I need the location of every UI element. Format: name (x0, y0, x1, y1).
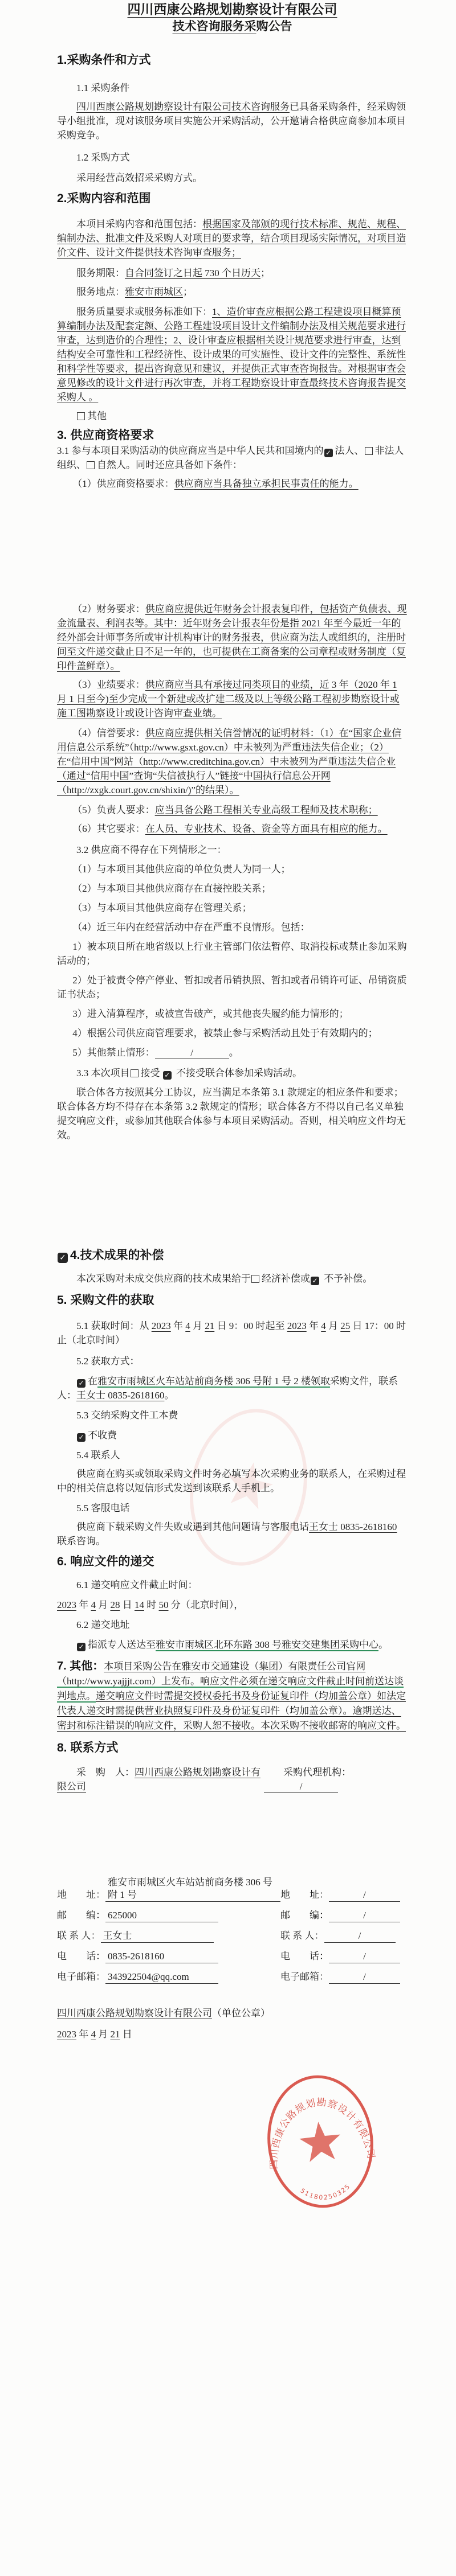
contact-row (280, 1929, 408, 1943)
checkbox-checked-icon (324, 449, 333, 457)
subitem-3-2-4-1: 1）被本项目所在地省级以上行业主管部门依法暂停、取消投标或禁止参加采购活动的； (57, 941, 407, 966)
phone-label: 电 话： (280, 1951, 329, 1962)
subitem-3-2-4-3: 3）进入清算程序，或被宣告破产，或其他丧失履约能力情形的； (72, 1008, 349, 1019)
agent-value-blank: / (264, 1781, 338, 1793)
section1-2-subheading: 1.2 采购方式 (76, 152, 130, 163)
checkbox-checked-icon (163, 1071, 172, 1080)
agent-label: 采购代理机构： (283, 1767, 352, 1778)
para-service-place: 服务地点：雅安市雨城区； (76, 286, 193, 297)
para-compensation: 本次采购对未成交供应商的技术成果给于 经济补偿或✓ 不予补偿。 (57, 1271, 408, 1286)
section6-1-subheading: 6.1 递交响应文件截止时间： (76, 1580, 198, 1590)
section5-5-subheading: 5.5 客服电话 (76, 1503, 130, 1513)
handwritten-slash-blank: / (155, 1047, 229, 1059)
contact-row (280, 1970, 408, 1984)
address-value-blank: / (329, 1889, 400, 1902)
section4-heading: ✓4.技术成果的补偿 (57, 1248, 408, 1264)
contact-row (57, 1949, 280, 1963)
item-finance: （2）财务要求：供应商应提供近年财务会计报表复印件，包括资产负债表、现金流量表、利润表等。其中：近年财务会计报表年份是指 2021 年至今最近一年的经外部会计师事务所或审计机构审计的财务报表，供应商为法人或组织的，注册时间至文件递交截止日不足一年的，也可提供在工商备案的公司章程或财务制度（复印件盖鲜章）。 (57, 604, 407, 671)
signature-company-line: 四川西康公路规划勘察设计有限公司（单位公章） (57, 2008, 270, 2019)
para-6-2-address: ✓指派专人送达至雅安市雨城区北环东路 308 号雅安交建集团采购中心。 (57, 1638, 408, 1652)
section1-heading: 1.采购条件和方式 (57, 54, 151, 67)
section5-2-subheading: 5.2 获取方式： (76, 1356, 140, 1367)
section5-4-subheading: 5.4 联系人 (76, 1450, 120, 1461)
address-label: 地 址： (280, 1889, 329, 1900)
para-3-1: 3.1 参与本项目采购活动的供应商应当是中华人民共和国境内的 ✓ 法人、 非法人组织、 自然人。同时还应具备如下条件： (57, 445, 404, 470)
email-label: 电子邮箱： (280, 1971, 329, 1982)
address-value: 雅安市雨城区火车站站前商务楼 306 号附 1 号 (105, 1876, 280, 1902)
seal-company-text: 四川西康公路规划勘察设计有限公司 (268, 2097, 377, 2169)
postcode-label: 邮 编： (280, 1910, 329, 1921)
section2-heading: 2.采购内容和范围 (57, 192, 151, 205)
section7-heading: 7. 其他： (57, 1660, 104, 1672)
para-purchase-method: 采用经营高效招采采购方式。 (76, 173, 202, 183)
item-3-2-4: （4）近三年内在经营活动中存在严重不良情形。包括： (72, 922, 310, 933)
item-leader: （5）负责人要求：应当具备公路工程相关专业高级工程师及技术职称； (72, 805, 378, 815)
section8-heading: 8. 联系方式 (57, 1741, 119, 1754)
item-3-2-2: （2）与本项目其他供应商存在直接控股关系； (72, 883, 271, 894)
contact-person-label: 联 系 人： (280, 1930, 324, 1941)
email-value: 343922504@qq.com (105, 1971, 218, 1984)
item-other-req: （6）其它要求：在人员、专业技术、设备、资金等方面具有相应的能力。 (72, 823, 388, 834)
para-5-5-hotline: 供应商下载采购文件失败或遇到其他问题请与客服电话王女士 0835-2618160 联系咨询。 (57, 1521, 397, 1547)
checkbox-unchecked-icon (365, 447, 373, 455)
contact-row (280, 1908, 408, 1922)
para-consortium-rules: 联合体各方按照其分工协议，应当满足本条第 3.1 款规定的相应条件和要求；联合体各方均不得存在本条第 3.2 款规定的情形；联合体各方不得以自己名义单独提交响应文件，或参加其他联合体参与本项目采购活动。否则，相关响应文件均无效。 (57, 1087, 406, 1141)
buyer-name: 四川西康公路规划勘察设计有限公司 (57, 1767, 260, 1792)
section3-2-subheading: 3.2 供应商不得存在下列情形之一： (76, 844, 227, 855)
checkbox-checked-icon (311, 1277, 319, 1285)
page-title: 四川西康公路规划勘察设计有限公司 (127, 2, 337, 17)
section6-heading: 6. 响应文件的递交 (57, 1555, 154, 1568)
subitem-3-2-4-2: 2）处于被责令停产停业、暂扣或者吊销执照、暂扣或者吊销许可证、吊销资质证书状态； (57, 975, 407, 1000)
subitem-3-2-4-5: 5）其他禁止情形： / 。 (72, 1047, 239, 1058)
contact-person-value-blank: / (324, 1930, 396, 1943)
page-gap (57, 1142, 408, 1248)
contact-row (280, 1888, 408, 1902)
contact-column-agent (280, 1888, 408, 1990)
contact-row (57, 1929, 280, 1943)
address-label: 地 址： (57, 1889, 105, 1900)
contact-row (57, 1877, 280, 1902)
checkbox-checked-icon (77, 1379, 85, 1388)
page-subtitle: 技术咨询服务采购公告 (172, 20, 292, 33)
section6-2-subheading: 6.2 递交地址 (76, 1619, 130, 1630)
contact-table (57, 1877, 408, 1990)
item-3-2-3: （3）与本项目其他供应商存在管理关系； (72, 903, 252, 913)
item-3-2-1: （1）与本项目其他供应商的单位负责人为同一人； (72, 864, 291, 875)
section5-heading: 5. 采购文件的获取 (57, 1294, 154, 1307)
para-5-3-fee: ✓不收费 (57, 1428, 408, 1442)
para-service-period: 服务期限：自合同签订之日起 730 个日历天； (76, 268, 270, 278)
contact-column-buyer (57, 1877, 280, 1990)
section1-1-subheading: 1.1 采购条件 (76, 83, 130, 93)
subitem-3-2-4-4: 4）根据公司供应商管理要求，被禁止参与采购活动且处于有效期内的； (72, 1028, 378, 1039)
item-reputation: （4）信誉要求：供应商应提供相关信誉情况的证明材料：（1）在“国家企业信用信息公示系统”（http://www.gsxt.gov.cn）中未被列为严重违法失信企业；（2）在“信用中国”网站（http://www.creditchina.gov.cn）中未被列为严重违法失信企业（通过“信用中国”查询“失信被执行人”链接“中国执行信息公开网（http://zxgk.court.gov.cn/shixin/)”的结果）。 (57, 728, 402, 795)
signature-date-line: 2023 年 4 月 21 日 (57, 2029, 132, 2040)
phone-value: 0835-2618160 (105, 1950, 218, 1963)
contact-person-value: 王女士 (101, 1930, 214, 1943)
checkbox-checked-icon (77, 1643, 85, 1651)
buyer-label: 采 购 人： (76, 1767, 135, 1778)
postcode-label: 邮 编： (57, 1910, 105, 1921)
company-seal-icon (256, 2065, 384, 2218)
email-label: 电子邮箱： (57, 1971, 105, 1982)
buyer-agent-row (57, 1765, 408, 1794)
checkbox-unchecked-icon (77, 412, 85, 420)
checkbox-checked-icon (58, 1253, 68, 1263)
email-value-blank: / (329, 1971, 400, 1984)
item-qualification: （1）供应商资格要求：供应商应当具备独立承担民事责任的能力。 (72, 478, 359, 489)
phone-label: 电 话： (57, 1951, 105, 1962)
para-3-3-consortium: 3.3 本次项目 接受 ✓ 不接受联合体参加采购活动。 (57, 1066, 408, 1080)
contact-person-label: 联 系 人： (57, 1930, 101, 1941)
para-5-2-method: ✓在雅安市雨城区火车站站前商务楼 306 号附 1 号 2 楼领取采购文件，联系人：王女士 0835-2618160。 (57, 1374, 408, 1402)
item-performance: （3）业绩要求：供应商应当具有承接过同类项目的业绩，近 3 年（2020 年 1 月 1 日至今)至少完成一个新建或改扩建二级及以上等级公路工程初步勘察设计或施工图勘察设计或设计咨询审查业绩。 (57, 679, 400, 719)
section7-paragraph: 7. 其他：本项目采购公告在雅安市交通建设（集团）有限责任公司官网（http://www.yajjjt.com）上发布。响应文件必须在递交响应文件截止时间前送达谈判地点。递交响应文件时需提交授权委托书及身份证复印件（均加盖公章）如法定代表人递交时需提供营业执照复印件及身份证复印件（均加盖公章）。逾期送达、密封和标注错误的响应文件，采购人恕不接收。本次采购不接收邮寄的响应文件。 (57, 1660, 406, 1731)
contact-row (57, 1908, 280, 1922)
checkbox-unchecked-icon (131, 1069, 139, 1077)
contact-row (280, 1949, 408, 1963)
para-6-1-deadline: 2023 年 4 月 28 日 14 时 50 分（北京时间）， (57, 1599, 244, 1610)
checkbox-checked-icon (77, 1433, 85, 1442)
section5-3-subheading: 5.3 交纳采购文件工本费 (76, 1410, 178, 1421)
section3-heading: 3. 供应商资格要求 (57, 429, 154, 442)
page-gap (57, 491, 408, 602)
contact-row (57, 1970, 280, 1984)
para-5-1-time: 5.1 获取时间：从 2023 年 4 月 21 日 9：00 时起至 2023 年 4 月 25 日 17：00 时止（北京时间） (57, 1320, 406, 1346)
postcode-value: 625000 (105, 1909, 218, 1922)
para-service-quality: 服务质量要求或服务标准如下：1、造价审查应根据公路工程建设项目概算预算编制办法及配套定额、公路工程建设项目设计文件编制办法及相关规范要求进行审查，达到造价的合理性；2、设计审查应根据相关设计规范要求进行审查，达到结构安全可靠性和工程经济性、设计成果的可实施性、设计文件的完整性、系统性和科学性等要求，提出咨询意见和建议，并提供正式审查咨询报告。对根据审查会意见修改的设计文件进行再次审查，并将工程勘察设计审查最终技术咨询报告提交采购人 。 (57, 306, 406, 403)
checkbox-unchecked-icon (251, 1275, 259, 1283)
checkbox-unchecked-icon (87, 461, 95, 469)
para-purchase-condition: 四川西康公路规划勘察设计有限公司技术咨询服务已具备采购条件，经采购领导小组批准，现对该服务项目实施公开采购活动，公开邀请合格供应商参加本项目采购竞争。 (57, 101, 406, 141)
seal-number-text: 51180250325 (299, 2182, 352, 2202)
document-content (57, 0, 408, 2041)
agent-cell (264, 1765, 408, 1794)
para-scope: 本项目采购内容和范围包括：根据国家及部颁的现行技术标准、规范、规程、编制办法、批准文件及采购人对项目的要求等，结合项目现场实际情况，对项目造价文件、设计文件提供技术咨询审查服务； (57, 219, 406, 258)
phone-value-blank: / (329, 1950, 400, 1963)
postcode-value-blank: / (329, 1909, 400, 1922)
buyer-cell (57, 1765, 264, 1794)
para-5-4-contact: 供应商在购买或领取采购文件时务必填写本次采购业务的联系人，在采购过程中的相关信息将以短信形式发送到该联系人手机上。 (57, 1469, 406, 1494)
para-other-option: 其他 (57, 409, 408, 423)
seal-star-icon (298, 2119, 343, 2163)
